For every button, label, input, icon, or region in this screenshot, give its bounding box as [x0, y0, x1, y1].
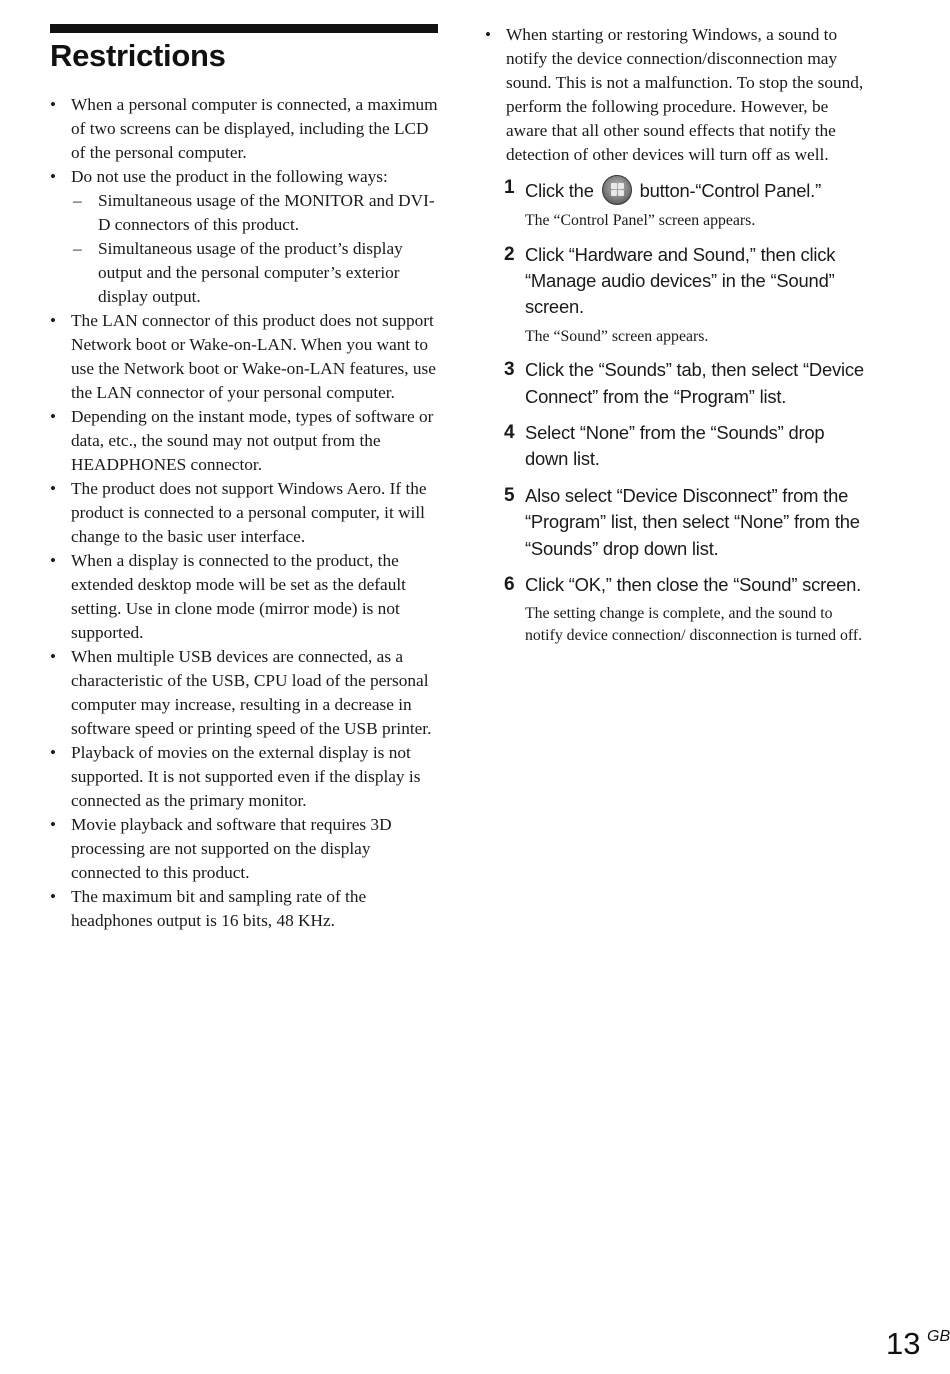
left-column — [50, 93, 442, 933]
list-item-text: When starting or restoring Windows, a sound to notify the device connection/disconnection may sound. This is not a malfunction. To stop the sound, perform the following procedure. However, be aware that all other sound effects that notify the detection of other devices will turn off as well. — [506, 25, 864, 164]
page-number: 13 — [886, 1326, 921, 1361]
list-item-text: When multiple USB devices are connected, as a characteristic of the USB, CPU load of the personal computer may increase, resulting in a decrease in software speed or printing speed of the USB printer. — [71, 647, 432, 738]
step-text: Select “None” from the “Sounds” drop down list. — [525, 422, 825, 470]
right-column — [485, 23, 870, 656]
list-item-text: Depending on the instant mode, types of software or data, etc., the sound may not output from the HEADPHONES connector. — [71, 407, 434, 474]
step-number: 2 — [504, 243, 515, 265]
step-note: The “Control Panel” screen appears. — [525, 212, 756, 229]
step-note: The setting change is complete, and the sound to notify device connection/ disconnection is turned off. — [525, 605, 863, 644]
step-number: 4 — [504, 422, 515, 444]
step-number: 5 — [504, 484, 515, 506]
step-text: Click “Hardware and Sound,” then click “Manage audio devices” in the “Sound” screen. — [525, 243, 836, 318]
list-item — [50, 477, 442, 549]
step-1 — [504, 175, 870, 232]
step-text: Click the “Sounds” tab, then select “Device Connect” from the “Program” list. — [525, 359, 864, 407]
list-item-text: Movie playback and software that requires 3D processing are not supported on the display connected to this product. — [71, 815, 392, 882]
list-item — [50, 549, 442, 645]
list-item — [50, 813, 442, 885]
windows-logo-pane — [618, 190, 624, 196]
list-item — [485, 23, 870, 167]
sound-notice-list — [485, 23, 870, 167]
list-item-text: The LAN connector of this product does not support Network boot or Wake-on-LAN. When you want to use the Network boot or Wake-on-LAN features, use the LAN connector of your personal computer. — [71, 311, 436, 402]
sub-list-item: – Simultaneous usage of the MONITOR and DVI-D connectors of this product. — [71, 189, 442, 237]
list-item-text: Do not use the product in the following ways: — [71, 167, 388, 186]
procedure-steps — [504, 175, 870, 646]
step-number: 3 — [504, 359, 515, 381]
windows-logo-pane — [611, 190, 617, 196]
step-3 — [504, 357, 870, 410]
step-4 — [504, 420, 870, 473]
step-text — [525, 175, 870, 205]
step-text: Also select “Device Disconnect” from the “Program” list, then select “None” from the “Sounds” drop down list. — [525, 484, 860, 559]
step-5 — [504, 483, 870, 562]
step-number: 1 — [504, 177, 515, 198]
heading-rule — [50, 24, 438, 33]
list-item — [50, 741, 442, 813]
restrictions-list — [50, 93, 442, 933]
list-item-text: When a personal computer is connected, a maximum of two screens can be displayed, including the LCD of the personal computer. — [71, 95, 438, 162]
windows-start-button-icon — [602, 175, 632, 205]
step-number: 6 — [504, 574, 515, 596]
sub-list — [71, 189, 442, 309]
step-text-before-icon: Click the — [525, 180, 594, 201]
list-item — [50, 885, 442, 933]
list-item-text: Playback of movies on the external display is not supported. It is not supported even if the display is connected as the primary monitor. — [71, 743, 421, 810]
list-item — [50, 93, 442, 165]
step-text: Click “OK,” then close the “Sound” screen. — [525, 574, 862, 596]
windows-logo-pane — [611, 183, 617, 189]
step-6 — [504, 572, 870, 646]
list-item — [50, 309, 442, 405]
list-item-text: When a display is connected to the product, the extended desktop mode will be set as the default setting. Use in clone mode (mirror mode) is not supported. — [71, 551, 406, 642]
step-text-after-icon: button-“Control Panel.” — [639, 180, 822, 201]
page-title: Restrictions — [50, 38, 226, 73]
step-2 — [504, 242, 870, 348]
page-language-code: GB — [927, 1328, 950, 1345]
list-item-text: The maximum bit and sampling rate of the headphones output is 16 bits, 48 KHz. — [71, 887, 367, 930]
windows-logo-pane — [618, 183, 624, 189]
list-item-text: The product does not support Windows Aero. If the product is connected to a personal computer, it will change to the basic user interface. — [71, 479, 427, 546]
sub-list-item: – Simultaneous usage of the product’s display output and the personal computer’s exterior display output. — [71, 237, 442, 309]
list-item — [50, 405, 442, 477]
list-item — [50, 165, 442, 309]
step-note: The “Sound” screen appears. — [525, 327, 709, 345]
list-item — [50, 645, 442, 741]
